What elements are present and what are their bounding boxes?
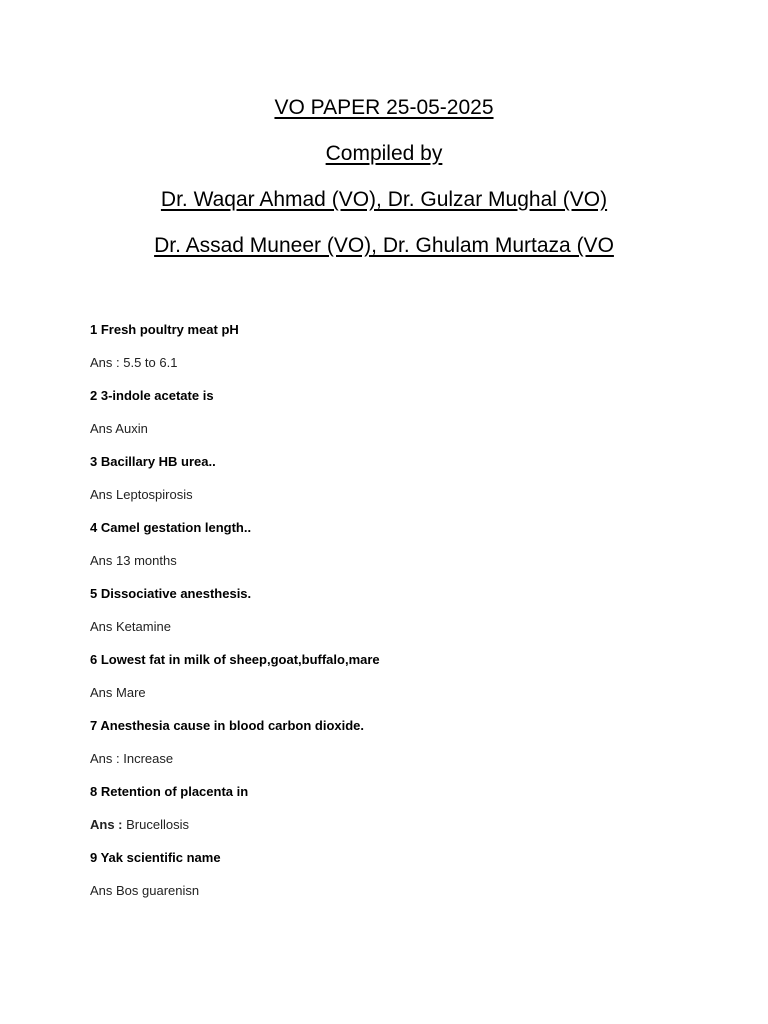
question-4: 4 Camel gestation length.. — [90, 520, 252, 535]
answer-3: Ans Leptospirosis — [90, 487, 193, 502]
paper-title: VO PAPER 25-05-2025 — [274, 96, 494, 119]
answer-6: Ans Mare — [90, 685, 146, 700]
question-6: 6 Lowest fat in milk of sheep,goat,buffalo,mare — [90, 652, 380, 667]
question-7: 7 Anesthesia cause in blood carbon dioxide. — [90, 718, 365, 733]
answer-8 — [90, 811, 730, 844]
answer-2: Ans Auxin — [90, 421, 148, 436]
compiled-by-label: Compiled by — [325, 142, 443, 165]
document-header — [0, 88, 768, 272]
answer-1: Ans : 5.5 to 6.1 — [90, 355, 178, 370]
question-9: 9 Yak scientific name — [90, 850, 221, 865]
authors-line-2: Dr. Assad Muneer (VO), Dr. Ghulam Murtaza (VO — [154, 234, 614, 257]
answer-7: Ans : Increase — [90, 751, 174, 766]
answer-8-text: Brucellosis — [126, 817, 189, 832]
question-answer-list — [90, 316, 730, 910]
answer-8-prefix: Ans : — [90, 817, 127, 832]
question-1: 1 Fresh poultry meat pH — [90, 322, 239, 337]
question-3: 3 Bacillary HB urea.. — [90, 454, 216, 469]
question-5: 5 Dissociative anesthesis. — [90, 586, 252, 601]
question-2: 2 3-indole acetate is — [90, 388, 214, 403]
answer-5: Ans Ketamine — [90, 619, 171, 634]
answer-4: Ans 13 months — [90, 553, 177, 568]
question-8: 8 Retention of placenta in — [90, 784, 249, 799]
authors-line-1: Dr. Waqar Ahmad (VO), Dr. Gulzar Mughal (VO) — [160, 188, 608, 211]
answer-9: Ans Bos guarenisn — [90, 883, 200, 898]
